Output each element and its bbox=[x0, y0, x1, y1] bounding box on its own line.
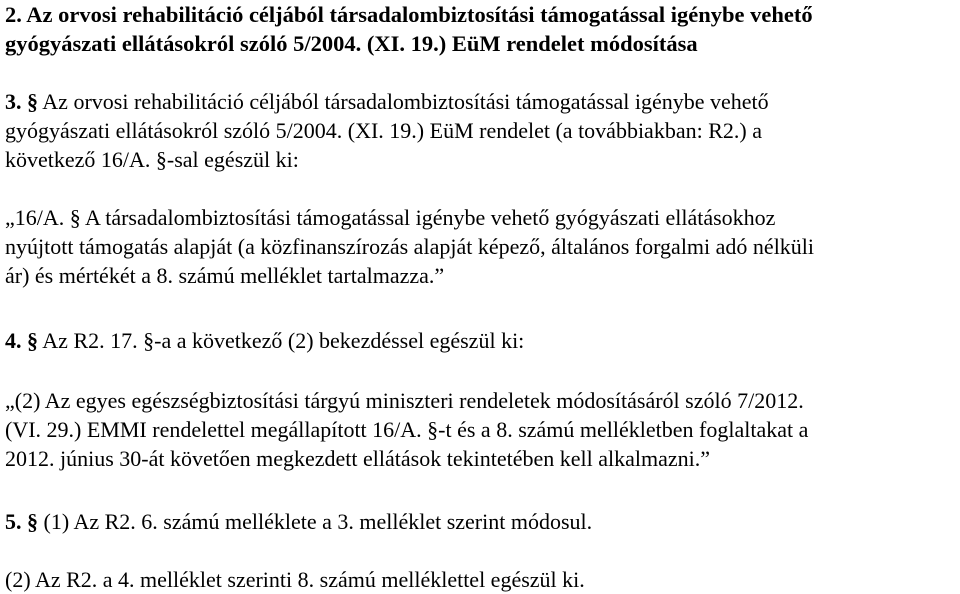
quoted-provision-16a bbox=[5, 203, 955, 290]
document-heading bbox=[5, 0, 955, 58]
quote-16a-line-2: nyújtott támogatás alapját (a közfinanszírozás alapját képező, általános forgalmi adó nélküli bbox=[5, 234, 815, 259]
section-3-line-2: gyógyászati ellátásokról szóló 5/2004. (XI. 19.) EüM rendelet (a továbbiakban: R2.) a bbox=[5, 118, 762, 143]
section-5-paragraph-2 bbox=[5, 565, 955, 594]
section-3-text-1: Az orvosi rehabilitáció céljából társadalombiztosítási támogatással igénybe vehető bbox=[42, 89, 769, 114]
quote-2-line-3: 2012. június 30-át követően megkezdett ellátások tekintetében kell alkalmazni.” bbox=[5, 446, 710, 471]
quote-16a-line-1: „16/A. § A társadalombiztosítási támogatással igénybe vehető gyógyászati ellátásokhoz bbox=[5, 205, 776, 230]
section-3-paragraph bbox=[5, 87, 955, 174]
section-4-paragraph bbox=[5, 326, 955, 355]
section-5-text: (1) Az R2. 6. számú melléklete a 3. melléklet szerint módosul. bbox=[43, 509, 593, 534]
heading-line-2: gyógyászati ellátásokról szóló 5/2004. (XI. 19.) EüM rendelet módosítása bbox=[5, 31, 698, 56]
quoted-paragraph-2 bbox=[5, 386, 955, 473]
section-5-2-line: (2) Az R2. a 4. melléklet szerinti 8. számú melléklettel egészül ki. bbox=[5, 567, 585, 592]
section-5-sign: § bbox=[27, 509, 38, 534]
section-3-line-3: következő 16/A. §-sal egészül ki: bbox=[5, 147, 299, 172]
section-4-number: 4. bbox=[5, 328, 22, 353]
section-5-line bbox=[5, 507, 955, 536]
quote-16a-line-3: ár) és mértékét a 8. számú melléklet tartalmazza.” bbox=[5, 263, 445, 288]
section-3-number: 3. bbox=[5, 89, 22, 114]
section-4-sign: § bbox=[27, 328, 38, 353]
section-3-sign: § bbox=[27, 89, 38, 114]
quote-2-line-2: (VI. 29.) EMMI rendelettel megállapított 16/A. §-t és a 8. számú mellékletben foglaltakat a bbox=[5, 417, 809, 442]
heading-line-1: 2. Az orvosi rehabilitáció céljából társadalombiztosítási támogatással igénybe vehető bbox=[5, 2, 813, 27]
section-5-number: 5. bbox=[5, 509, 22, 534]
section-4-text: Az R2. 17. §-a a következő (2) bekezdéssel egészül ki: bbox=[42, 328, 525, 353]
section-4-line bbox=[5, 326, 955, 355]
section-3-line-1 bbox=[5, 87, 955, 116]
section-5-paragraph-1 bbox=[5, 507, 955, 536]
quote-2-line-1: „(2) Az egyes egészségbiztosítási tárgyú miniszteri rendeletek módosításáról szóló 7/2012. bbox=[5, 388, 804, 413]
